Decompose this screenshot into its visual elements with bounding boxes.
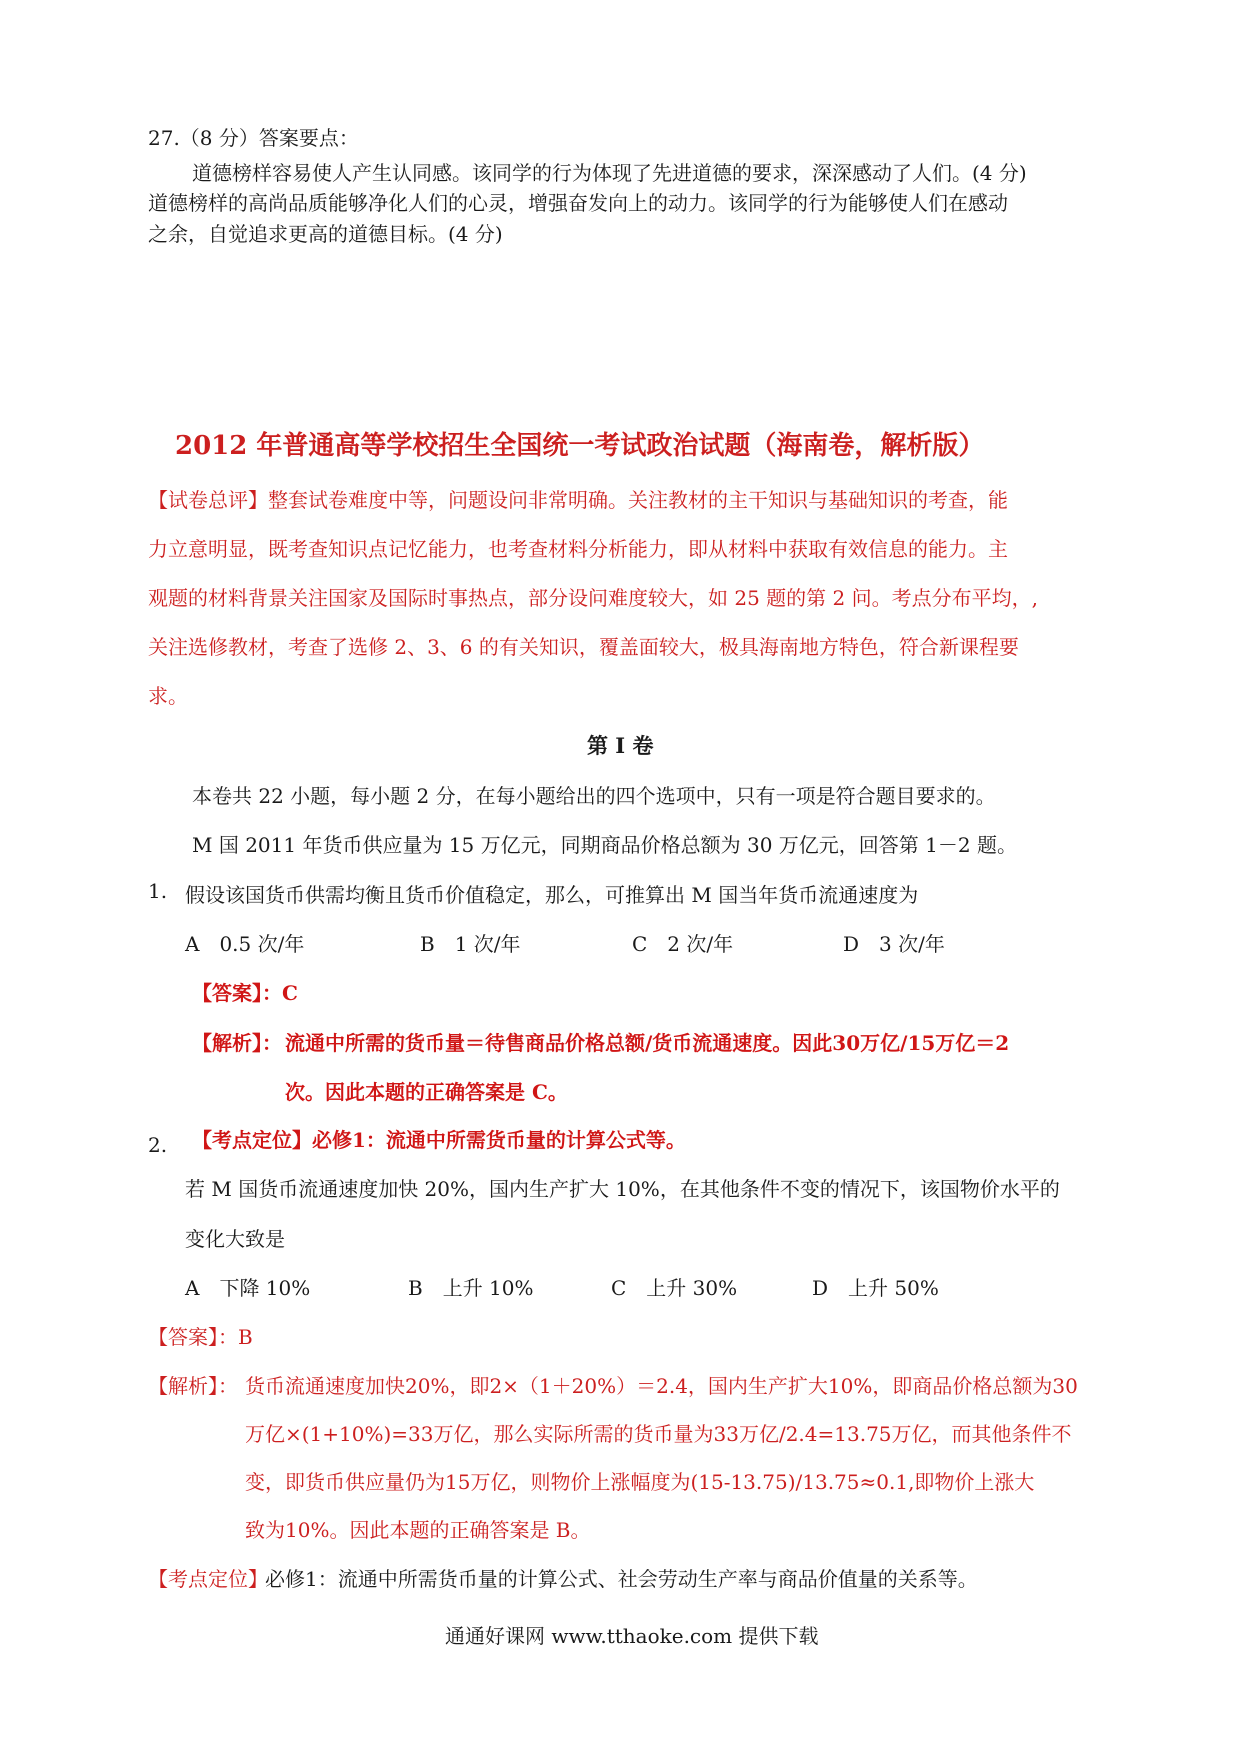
q1-analysis-label: 【解析】： [192,1031,282,1055]
q2-analysis-line-3: 变，即货币供应量仍为15万亿，则物价上涨幅度为(15-13.75)/13.75≈0.1,即物价上涨大 [245,1470,1035,1494]
q2-stem-line-1: 若 M 国货币流通速度加快 20%，国内生产扩大 10%，在其他条件不变的情况下，该国物价水平的 [185,1177,1060,1201]
q2-analysis-line-2: 万亿×(1+10%)=33万亿，那么实际所需的货币量为33万亿/2.4=13.75万亿，而其他条件不 [245,1422,1072,1446]
q1-stem: 假设该国货币供需均衡且货币价值稳定，那么，可推算出 M 国当年货币流通速度为 [185,883,919,907]
q1-analysis-line-1: 流通中所需的货币量＝待售商品价格总额/货币流通速度。因此30万亿/15万亿＝2 [285,1031,1010,1055]
q1-point: 【考点定位】必修1：流通中所需货币量的计算公式等。 [192,1128,686,1152]
review-line-1: 【试卷总评】整套试卷难度中等，问题设问非常明确。关注教材的主干知识与基础知识的考查，能 [148,488,1008,512]
review-line-5: 求。 [148,684,188,708]
q2-analysis-line-4: 致为10%。因此本题的正确答案是 B。 [245,1518,591,1542]
review-line-4: 关注选修教材，考查了选修 2、3、6 的有关知识，覆盖面较大，极具海南地方特色，符合新课程要 [148,635,1019,659]
q2-answer: 【答案】：B [148,1325,253,1349]
q2-option-c: C 上升 30% [611,1276,738,1300]
q2-analysis-line-1: 货币流通速度加快20%，即2×（1＋20%）＝2.4，国内生产扩大10%，即商品价格总额为30 [245,1374,1078,1398]
section-title: 第 I 卷 [587,733,654,758]
q1-option-a: A 0.5 次/年 [185,932,305,956]
q2-number: 2. [148,1133,168,1157]
footer-credit: 通通好课网 www.tthaoke.com 提供下载 [445,1624,819,1648]
q2-option-b: B 上升 10% [408,1276,534,1300]
q2-analysis-label: 【解析】： [148,1374,238,1398]
document-title: 2012 年普通高等学校招生全国统一考试政治试题（海南卷，解析版） [175,431,985,461]
q27-line-3: 之余，自觉追求更高的道德目标。(4 分) [148,222,503,246]
q1-option-c: C 2 次/年 [632,932,734,956]
q1-number: 1. [148,879,168,903]
section-intro: 本卷共 22 小题，每小题 2 分，在每小题给出的四个选项中，只有一项是符合题目要求的。 [192,784,996,808]
review-line-3: 观题的材料背景关注国家及国际时事热点，部分设问难度较大，如 25 题的第 2 问。考点分布平均，, [148,586,1038,610]
q1-analysis-line-2: 次。因此本题的正确答案是 C。 [285,1080,568,1104]
q27-heading: 27.（8 分）答案要点： [148,126,359,150]
q2-option-d: D 上升 50% [812,1276,939,1300]
q1-option-d: D 3 次/年 [843,932,945,956]
q1-option-b: B 1 次/年 [420,932,521,956]
q2-stem-line-2: 变化大致是 [185,1227,285,1251]
q2-point-text: 必修1：流通中所需货币量的计算公式、社会劳动生产率与商品价值量的关系等。 [265,1567,978,1591]
q27-line-1: 道德榜样容易使人产生认同感。该同学的行为体现了先进道德的要求，深深感动了人们。(4 分) [192,161,1027,185]
q2-point-label: 【考点定位】 [148,1567,268,1591]
shared-material: M 国 2011 年货币供应量为 15 万亿元，同期商品价格总额为 30 万亿元，回答第 1－2 题。 [192,833,1017,857]
review-line-2: 力立意明显，既考查知识点记忆能力，也考查材料分析能力，即从材料中获取有效信息的能力。主 [148,537,1008,561]
q27-line-2: 道德榜样的高尚品质能够净化人们的心灵，增强奋发向上的动力。该同学的行为能够使人们在感动 [148,191,1008,215]
q1-answer: 【答案】：C [192,981,298,1005]
q2-option-a: A 下降 10% [185,1276,311,1300]
